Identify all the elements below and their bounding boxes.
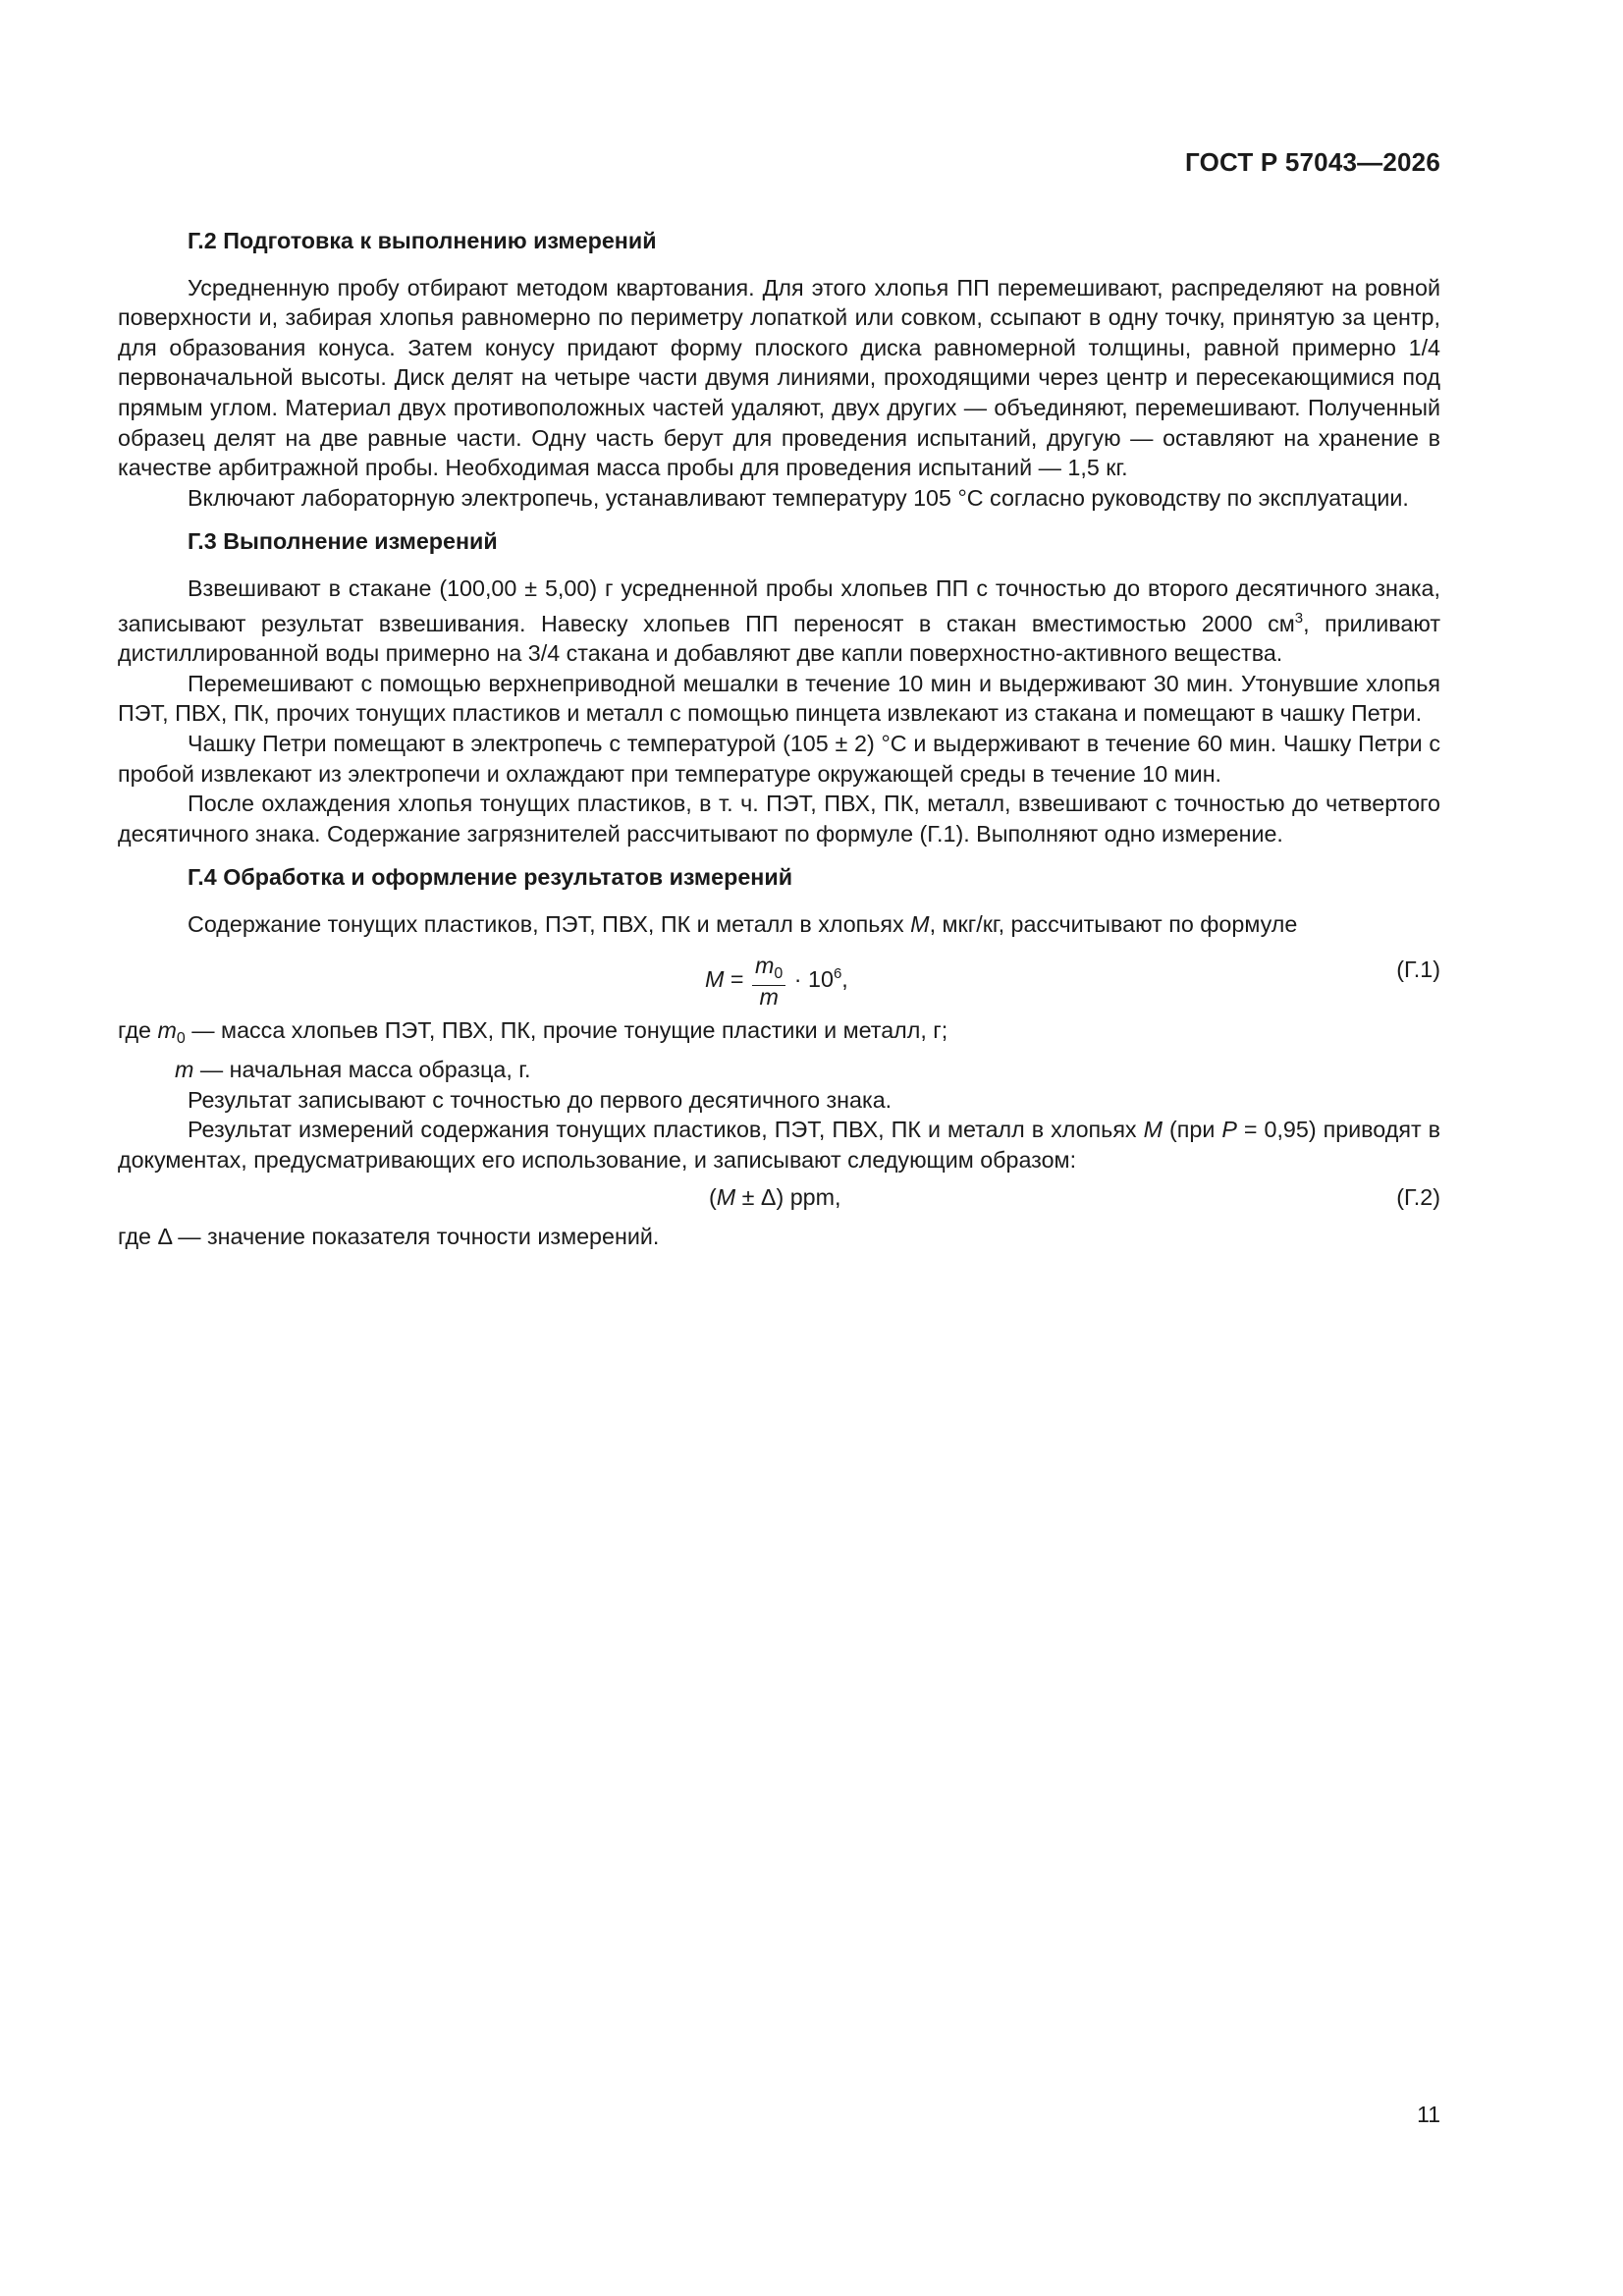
section-g4-paragraph-2: Результат записывают с точностью до первого десятичного знака. <box>188 1086 893 1113</box>
variable: P <box>1221 1117 1237 1143</box>
formula-g1 <box>118 951 1440 1011</box>
variable: M <box>910 910 930 937</box>
formula-comma: , <box>841 966 848 993</box>
formula-exponent: 6 <box>833 965 842 983</box>
section-g3-paragraph-2: Перемешивают с помощью верхнеприводной мешалки в течение 10 мин и выдерживают 30 мин. Утонувшие хлопья ПЭТ, ПВХ, ПК, прочих тонущих пластиков и металл с помощью пинцета извлекают из стакана и помещают в чашку Петри. <box>118 670 1440 727</box>
page-number: 11 <box>1417 2102 1440 2127</box>
where-m0 <box>118 1015 1440 1055</box>
formula-g1-expression <box>705 953 848 1011</box>
text-fragment: — начальная масса образца, г. <box>193 1057 531 1083</box>
document-body <box>118 226 1440 1252</box>
text-fragment: (при <box>1163 1117 1222 1143</box>
numerator-subscript: 0 <box>774 965 784 983</box>
section-g2-paragraph-1: Усредненную пробу отбирают методом квартования. Для этого хлопья ПП перемешивают, распределяют на ровной поверхности и, забирая хлопья равномерно по периметру лопаткой или совком, ссыпают в одну точку, принятую за центр, для образования конуса. Затем конусу придают форму плоского диска равномерной толщины, равной примерно 1/4 первоначальной высоты. Диск делят на четыре части двумя линиями, проходящими через центр и пересекающимися под прямым углом. Материал двух противоположных частей удаляют, двух других — объединяют, перемешивают. Полученный образец делят на две равные части. Одну часть берут для проведения испытаний, другую — оставляют на хранение в качестве арбитражной пробы. Необходимая масса пробы для проведения испытаний — 1,5 кг. <box>118 274 1440 481</box>
text-fragment: — масса хлопьев ПЭТ, ПВХ, ПК, прочие тонущие пластики и металл, г; <box>185 1017 948 1044</box>
section-g4-paragraph-3 <box>118 1115 1440 1175</box>
section-g3-paragraph-1 <box>118 574 1440 669</box>
formula-g1-number: (Г.1) <box>1396 957 1440 983</box>
subscript: 0 <box>176 1030 186 1048</box>
section-g4-title: Г.4 Обработка и оформление результатов измерений <box>188 864 793 891</box>
fraction-numerator <box>752 955 785 986</box>
formula-g2-expression <box>709 1182 841 1213</box>
variable: M <box>1143 1117 1163 1143</box>
superscript: 3 <box>1294 609 1304 627</box>
formula-lhs: M <box>705 966 725 993</box>
section-g3-paragraph-3: Чашку Петри помещают в электропечь с температурой (105 ± 2) °С и выдерживают в течение 60 мин. Чашку Петри с пробой извлекают из электропечи и охлаждают при температуре окружающей среды в течение 10 мин. <box>118 730 1440 787</box>
formula-paren: ( <box>709 1184 717 1211</box>
section-g3-title: Г.3 Выполнение измерений <box>188 528 498 555</box>
formula-rest: ± Δ) ppm, <box>735 1184 841 1211</box>
section-g2-title: Г.2 Подготовка к выполнению измерений <box>188 228 657 253</box>
text-fragment: Взвешивают в стакане (100,00 ± 5,00) г усредненной пробы хлопьев ПП с точностью до второго десятичного знака, записывают результат взвешивания. Навеску хлопьев ПП переносят в стакан вместимостью 2000 см <box>118 574 1440 636</box>
section-g4-paragraph-1 <box>118 909 1440 940</box>
formula-fraction <box>752 953 785 1011</box>
text-fragment: Результат измерений содержания тонущих пластиков, ПЭТ, ПВХ, ПК и металл в хлопьях <box>188 1117 1144 1143</box>
where-m <box>118 1055 1440 1085</box>
variable: m <box>157 1017 177 1044</box>
fraction-denominator: m <box>759 984 779 1011</box>
text-fragment: , приливают дистиллированной воды примерно на 3/4 стакана и добавляют две капли поверхностно-активного вещества. <box>118 610 1440 667</box>
formula-g2-number: (Г.2) <box>1396 1184 1440 1211</box>
text-fragment: Содержание тонущих пластиков, ПЭТ, ПВХ, ПК и металл в хлопьях <box>188 910 911 937</box>
numerator-var: m <box>754 953 775 979</box>
text-fragment: = 0,95) приводят в документах, предусматривающих его использование, и записывают следующим образом: <box>118 1117 1440 1173</box>
where-delta: где Δ — значение показателя точности измерений. <box>118 1224 660 1250</box>
variable: m <box>175 1057 194 1083</box>
document-header: ГОСТ Р 57043—2026 <box>1185 147 1440 177</box>
formula-equals: = <box>724 966 750 993</box>
formula-g2 <box>118 1182 1440 1216</box>
text-fragment: где <box>118 1017 158 1044</box>
text-fragment: , мкг/кг, рассчитывают по формуле <box>929 910 1298 937</box>
formula-var: M <box>716 1184 736 1211</box>
formula-multiplier: · 10 <box>787 966 834 993</box>
section-g2-paragraph-2: Включают лабораторную электропечь, устанавливают температуру 105 °С согласно руководству по эксплуатации. <box>188 484 1409 511</box>
section-g3-paragraph-4: После охлаждения хлопья тонущих пластиков, в т. ч. ПЭТ, ПВХ, ПК, металл, взвешивают с точностью до четвертого десятичного знака. Содержание загрязнителей рассчитывают по формуле (Г.1). Выполняют одно измерение. <box>118 791 1440 847</box>
